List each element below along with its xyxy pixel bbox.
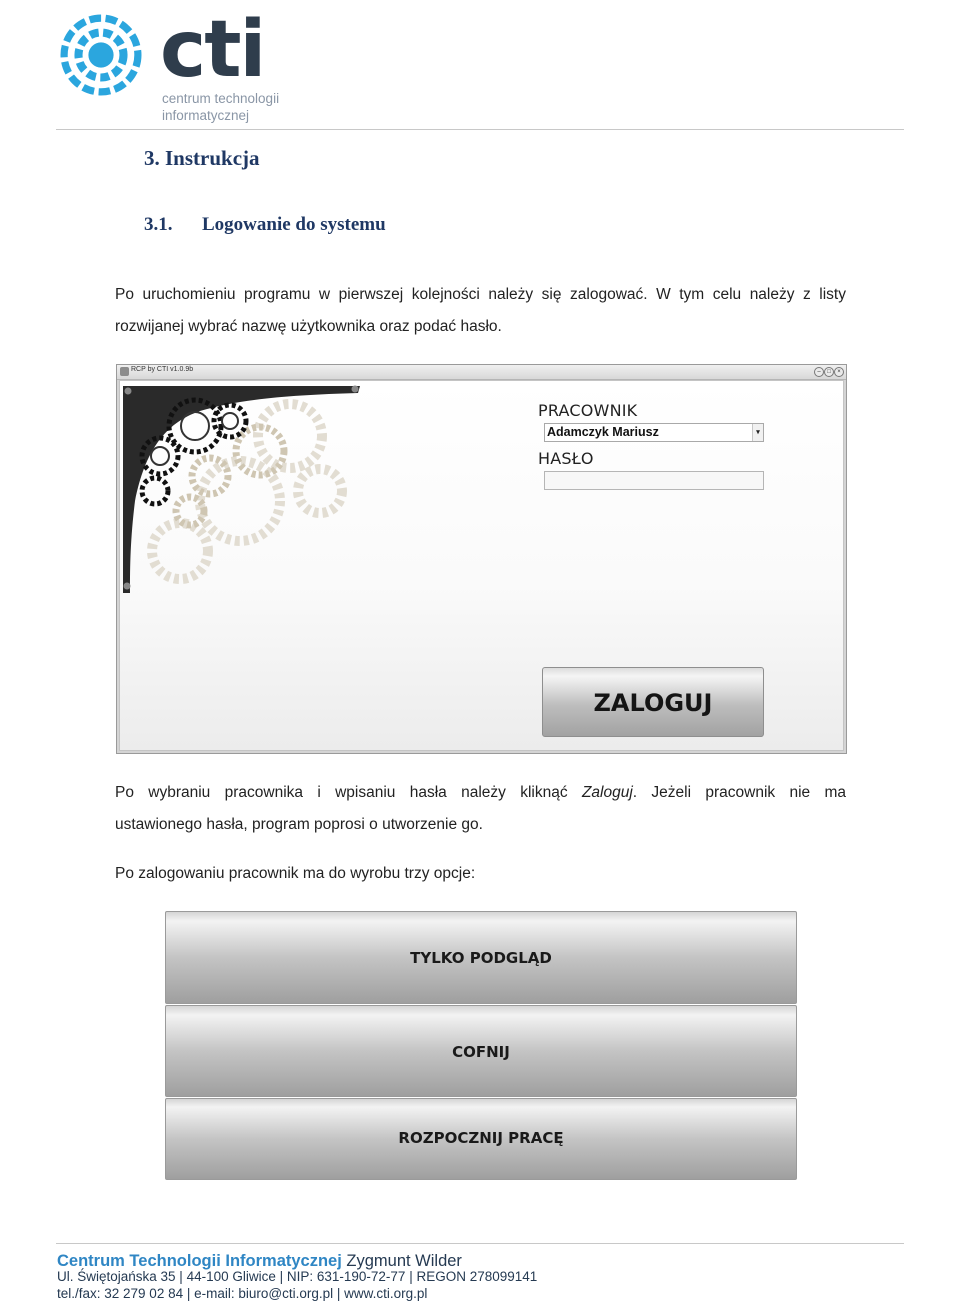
paragraph-text: . Jeżeli pracownik nie ma [632, 784, 846, 801]
employee-select[interactable] [544, 423, 764, 442]
subsection-title: Logowanie do systemu [202, 214, 386, 235]
paragraph-line: Po zalogowaniu pracownik ma do wyrobu trzy opcje: [115, 865, 476, 882]
footer-company-name: Centrum Technologii Informatycznej [57, 1252, 342, 1270]
intro-paragraph [115, 279, 846, 343]
close-icon[interactable]: × [834, 367, 844, 377]
employee-selected-value: Adamczyk Mariusz [547, 425, 659, 439]
footer-contact: tel./fax: 32 279 02 84 | e-mail: biuro@cti.org.pl | www.cti.org.pl [57, 1286, 428, 1301]
logo-subtitle-line1: centrum technologii [162, 91, 280, 106]
cti-gear-logo-icon [56, 10, 146, 100]
footer-address: Ul. Świętojańska 35 | 44-100 Gliwice | NIP: 631-190-72-77 | REGON 278099141 [57, 1269, 538, 1284]
maximize-icon[interactable]: □ [824, 367, 834, 377]
dropdown-arrow-icon[interactable]: ▾ [752, 424, 763, 441]
paragraph-line: Po uruchomieniu programu w pierwszej kolejności należy się zalogować. W tym celu należy z listy [115, 286, 846, 303]
paragraph-line: rozwijanej wybrać nazwę użytkownika oraz podać hasło. [115, 318, 502, 335]
footer-company-owner: Zygmunt Wilder [346, 1252, 462, 1270]
app-icon [120, 367, 129, 376]
subsection-heading [144, 214, 386, 236]
employee-label: PRACOWNIK [538, 401, 638, 420]
company-logo [56, 5, 286, 126]
gears-decoration-icon [120, 381, 370, 601]
minimize-icon[interactable]: – [814, 367, 824, 377]
options-intro-paragraph [115, 858, 846, 890]
paragraph-text: Po wybraniu pracownika i wpisaniu hasła należy kliknąć [115, 784, 582, 801]
subsection-number: 3.1. [144, 214, 173, 235]
undo-button[interactable]: COFNIJ [165, 1005, 797, 1097]
password-input[interactable] [544, 471, 764, 490]
paragraph-line: ustawionego hasła, program poprosi o utworzenie go. [115, 816, 483, 833]
header-divider [56, 129, 904, 130]
logo-subtitle-line2: informatycznej [162, 108, 250, 123]
login-form [119, 380, 844, 751]
logo-wordmark: cti [160, 5, 265, 95]
options-panel [165, 911, 797, 1181]
logo-subtitle [162, 90, 279, 124]
start-work-button[interactable]: ROZPOCZNIJ PRACĘ [165, 1098, 797, 1180]
login-instruction-paragraph [115, 777, 846, 841]
paragraph-line [115, 777, 846, 809]
section-heading: 3. Instrukcja [144, 146, 260, 170]
login-button-reference: Zaloguj [581, 784, 633, 801]
login-button[interactable]: ZALOGUJ [542, 667, 764, 737]
view-only-button[interactable]: TYLKO PODGLĄD [165, 911, 797, 1004]
window-title: RCP by CTI v1.0.9b [131, 366, 194, 373]
password-label: HASŁO [538, 449, 594, 468]
window-titlebar [117, 365, 846, 380]
login-window-screenshot [116, 364, 847, 754]
footer-divider [56, 1243, 904, 1244]
